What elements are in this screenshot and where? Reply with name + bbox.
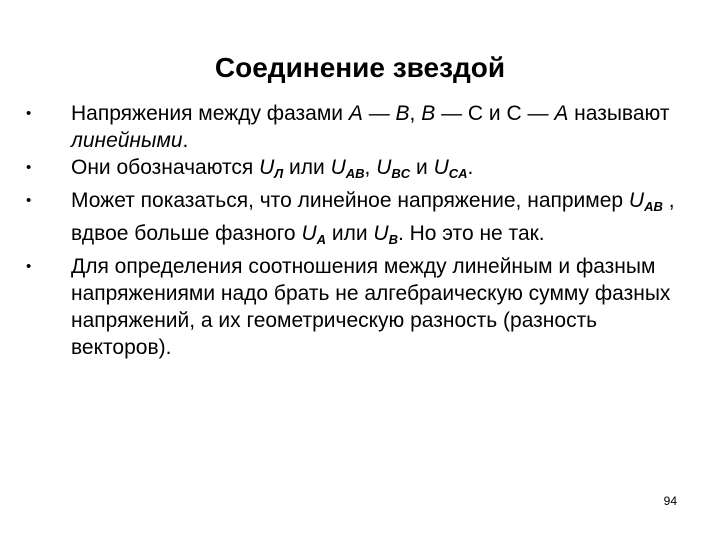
bullet-item (26, 154, 696, 187)
italic-text: U (259, 156, 275, 179)
italic-text: A (348, 102, 363, 125)
italic-text: B (421, 102, 436, 125)
text-run: — С и С — (435, 102, 555, 125)
subscript: Л (274, 166, 284, 181)
bullet-marker: • (26, 159, 32, 176)
subscript: B (388, 232, 398, 247)
bullet-marker: • (26, 105, 32, 122)
bullet-item (26, 100, 696, 154)
text-run: . (182, 129, 189, 152)
italic-text: U (301, 222, 317, 245)
italic-text: U (433, 156, 449, 179)
subscript: A (316, 232, 326, 247)
text-run: Для определения соотношения между линейным и фазным напряжениями надо брать не алгебраическую сумму фазных напряжений, а их геометрическую разность (разность векторов). (71, 255, 671, 359)
bullet-marker: • (26, 192, 32, 209)
subscript: AB (345, 166, 365, 181)
text-run: или (326, 222, 374, 245)
slide-title: Соединение звездой (214, 52, 506, 83)
italic-text: B (395, 102, 410, 125)
italic-text: U (373, 222, 389, 245)
bullet-text (71, 255, 670, 359)
text-run: Они обозначаются (71, 156, 260, 179)
bullet-text (71, 156, 473, 179)
bullet-marker: • (26, 258, 32, 275)
text-run: . Но это не так. (397, 222, 545, 245)
text-run: , вдвое больше фазного (71, 189, 675, 245)
page-number: 94 (663, 494, 677, 508)
text-run: и (410, 156, 434, 179)
bullet-item (26, 253, 696, 361)
text-run: , (364, 156, 377, 179)
text-run: или (283, 156, 331, 179)
italic-text: U (330, 156, 346, 179)
subscript: BC (391, 166, 411, 181)
subscript: CA (448, 166, 468, 181)
italic-text: A (554, 102, 569, 125)
bullet-text (71, 102, 669, 152)
text-run: Напряжения между фазами (71, 102, 349, 125)
bullet-item (26, 187, 696, 253)
italic-text: U (628, 189, 645, 212)
text-run: называют (568, 102, 670, 125)
subscript: AB (644, 199, 663, 214)
text-run: , (409, 102, 422, 125)
italic-text: U (376, 156, 392, 179)
bullet-list (26, 100, 696, 361)
italic-text: линейными (71, 129, 183, 152)
bullet-text (71, 189, 675, 245)
text-run: . (467, 156, 474, 179)
text-run: — (362, 102, 396, 125)
text-run: Может показаться, что линейное напряжение, например (71, 189, 629, 212)
